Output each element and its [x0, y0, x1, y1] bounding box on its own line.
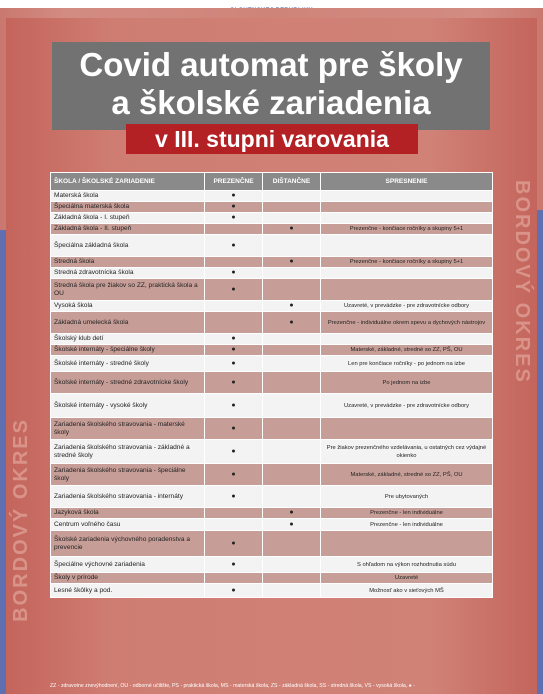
- table-row: [51, 279, 493, 301]
- row-school-cell: Základná škola - II. stupeň: [51, 224, 205, 235]
- row-note-cell: Materské, základné, stredné so ZZ, PŠ, OU: [321, 345, 493, 356]
- row-distancne-cell: [263, 372, 321, 394]
- row-prezencne-cell: ●: [205, 418, 263, 440]
- row-school-cell: Jazyková škola: [51, 508, 205, 519]
- row-school-cell: Stredná zdravotnícka škola: [51, 268, 205, 279]
- row-prezencne-cell: [205, 224, 263, 235]
- row-note-cell: [321, 202, 493, 213]
- row-school-cell: Školské internáty - stredné školy: [51, 356, 205, 372]
- header-prezencne: PREZENČNE: [205, 173, 263, 191]
- row-prezencne-cell: ●: [205, 531, 263, 557]
- row-note-cell: [321, 235, 493, 257]
- row-school-cell: Školské internáty - stredné zdravotnícke školy: [51, 372, 205, 394]
- row-school-cell: Školské internáty - špeciálne školy: [51, 345, 205, 356]
- row-note-cell: Uzavreté, v prevádzke - pre zdravotnícke odbory: [321, 301, 493, 312]
- table-row: [51, 557, 493, 573]
- header-school: ŠKOLA / ŠKOLSKÉ ZARIADENIE: [51, 173, 205, 191]
- row-note-cell: [321, 279, 493, 301]
- row-prezencne-cell: [205, 301, 263, 312]
- row-distancne-cell: [263, 334, 321, 345]
- row-distancne-cell: [263, 394, 321, 418]
- row-school-cell: Špeciálna základná škola: [51, 235, 205, 257]
- row-prezencne-cell: ●: [205, 213, 263, 224]
- row-note-cell: Možnosť ako v sieťových MŠ: [321, 584, 493, 598]
- row-note-cell: Prezenčne - len individuálne: [321, 519, 493, 531]
- row-school-cell: Materská škola: [51, 191, 205, 202]
- row-school-cell: Školské zariadenia výchovného poradenstva a prevencie: [51, 531, 205, 557]
- row-prezencne-cell: ●: [205, 268, 263, 279]
- row-note-cell: Uzavreté: [321, 573, 493, 584]
- row-note-cell: Pre žiakov prezenčného vzdelávania, u ostatných cez výdajné okienko: [321, 440, 493, 464]
- row-school-cell: Špeciálna materská škola: [51, 202, 205, 213]
- row-distancne-cell: ●: [263, 508, 321, 519]
- table-row: [51, 191, 493, 202]
- row-school-cell: Vysoká škola: [51, 301, 205, 312]
- row-distancne-cell: ●: [263, 257, 321, 268]
- row-prezencne-cell: [205, 257, 263, 268]
- row-note-cell: [321, 268, 493, 279]
- row-school-cell: Školy v prírode: [51, 573, 205, 584]
- row-prezencne-cell: ●: [205, 279, 263, 301]
- table-row: [51, 440, 493, 464]
- row-distancne-cell: [263, 531, 321, 557]
- table-row: [51, 257, 493, 268]
- row-distancne-cell: ●: [263, 224, 321, 235]
- table-row: [51, 394, 493, 418]
- row-distancne-cell: [263, 213, 321, 224]
- row-note-cell: S ohľadom na výkon rozhodnutia súdu: [321, 557, 493, 573]
- table-row: [51, 345, 493, 356]
- row-note-cell: [321, 191, 493, 202]
- table-header-row: [51, 173, 493, 191]
- table-row: [51, 202, 493, 213]
- row-prezencne-cell: ●: [205, 235, 263, 257]
- table-row: [51, 486, 493, 508]
- row-distancne-cell: [263, 464, 321, 486]
- row-note-cell: Pre ubytovaných: [321, 486, 493, 508]
- row-note-cell: [321, 418, 493, 440]
- table-row: [51, 224, 493, 235]
- row-school-cell: Lesné škôlky a pod.: [51, 584, 205, 598]
- header-spresnenie: SPRESNENIE: [321, 173, 493, 191]
- row-distancne-cell: [263, 345, 321, 356]
- table-row: [51, 464, 493, 486]
- schools-table: [50, 172, 493, 598]
- row-note-cell: Po jednom na izbe: [321, 372, 493, 394]
- row-school-cell: Základná škola - I. stupeň: [51, 213, 205, 224]
- row-distancne-cell: [263, 573, 321, 584]
- table-row: [51, 235, 493, 257]
- row-note-cell: [321, 334, 493, 345]
- row-prezencne-cell: ●: [205, 356, 263, 372]
- table-row: [51, 372, 493, 394]
- row-prezencne-cell: ●: [205, 345, 263, 356]
- row-school-cell: Zariadenia školského stravovania - internáty: [51, 486, 205, 508]
- row-school-cell: Základná umelecká škola: [51, 312, 205, 334]
- row-school-cell: Centrum voľného času: [51, 519, 205, 531]
- row-distancne-cell: [263, 268, 321, 279]
- row-school-cell: Zariadenia školského stravovania - špeciálne školy: [51, 464, 205, 486]
- row-school-cell: Školské internáty - vysoké školy: [51, 394, 205, 418]
- row-school-cell: Školský klub detí: [51, 334, 205, 345]
- row-prezencne-cell: ●: [205, 334, 263, 345]
- row-school-cell: Špeciálne výchovné zariadenia: [51, 557, 205, 573]
- table-row: [51, 268, 493, 279]
- row-school-cell: Zariadenia školského stravovania - materské školy: [51, 418, 205, 440]
- table-row: [51, 519, 493, 531]
- row-distancne-cell: [263, 418, 321, 440]
- header-distancne: DIŠTANČNE: [263, 173, 321, 191]
- legend: ZZ - zdravotne znevýhodnení, OU - odborné učilište, PŠ - praktická škola, MŠ - materská škola, ZŠ - základná škola, SŠ - stredná škola, VŠ - vysoká škola, ● -: [50, 683, 415, 689]
- side-label-left: BORDOVÝ OKRES: [10, 418, 32, 622]
- table-row: [51, 312, 493, 334]
- row-distancne-cell: [263, 279, 321, 301]
- row-school-cell: Zariadenia školského stravovania - základné a stredné školy: [51, 440, 205, 464]
- row-distancne-cell: [263, 202, 321, 213]
- table-row: [51, 573, 493, 584]
- row-note-cell: [321, 213, 493, 224]
- row-prezencne-cell: ●: [205, 191, 263, 202]
- row-distancne-cell: [263, 356, 321, 372]
- row-note-cell: Len pre končiace ročníky - po jednom na izbe: [321, 356, 493, 372]
- row-prezencne-cell: ●: [205, 440, 263, 464]
- row-prezencne-cell: ●: [205, 584, 263, 598]
- row-distancne-cell: [263, 486, 321, 508]
- row-prezencne-cell: ●: [205, 372, 263, 394]
- row-school-cell: Stredná škola: [51, 257, 205, 268]
- row-prezencne-cell: ●: [205, 486, 263, 508]
- row-note-cell: [321, 531, 493, 557]
- row-prezencne-cell: ●: [205, 464, 263, 486]
- row-distancne-cell: ●: [263, 519, 321, 531]
- table-row: [51, 356, 493, 372]
- row-prezencne-cell: ●: [205, 557, 263, 573]
- row-note-cell: Prezenčne - individuálne okrem spevu a dychových nástrojov: [321, 312, 493, 334]
- row-note-cell: Uzavreté, v prevádzke - pre zdravotnícke odbory: [321, 394, 493, 418]
- table-row: [51, 508, 493, 519]
- table-row: [51, 301, 493, 312]
- table-row: [51, 418, 493, 440]
- title-line-2: a školské zariadenia: [111, 84, 431, 121]
- page-title: [52, 46, 490, 122]
- row-distancne-cell: [263, 235, 321, 257]
- row-prezencne-cell: [205, 508, 263, 519]
- table-row: [51, 213, 493, 224]
- row-school-cell: Stredná škola pre žiakov so ZZ, praktická škola a OU: [51, 279, 205, 301]
- row-distancne-cell: ●: [263, 301, 321, 312]
- row-distancne-cell: [263, 584, 321, 598]
- row-distancne-cell: ●: [263, 312, 321, 334]
- row-prezencne-cell: [205, 312, 263, 334]
- row-distancne-cell: [263, 440, 321, 464]
- row-prezencne-cell: ●: [205, 202, 263, 213]
- row-note-cell: Materské, základné, stredné so ZZ, PŠ, OU: [321, 464, 493, 486]
- row-note-cell: Prezenčne - končiace ročníky a skupiny 5+1: [321, 257, 493, 268]
- right-edge-stripe: [537, 210, 543, 694]
- title-line-1: Covid automat pre školy: [79, 46, 463, 83]
- side-label-right: BORDOVÝ OKRES: [511, 180, 533, 384]
- page-subtitle: v III. stupni varovania: [155, 126, 389, 152]
- table-row: [51, 334, 493, 345]
- row-distancne-cell: [263, 191, 321, 202]
- row-prezencne-cell: [205, 519, 263, 531]
- top-banner: [0, 0, 543, 8]
- row-prezencne-cell: [205, 573, 263, 584]
- row-prezencne-cell: ●: [205, 394, 263, 418]
- table-row: [51, 531, 493, 557]
- row-note-cell: Prezenčne - končiace ročníky a skupiny 5+1: [321, 224, 493, 235]
- table-row: [51, 584, 493, 598]
- row-note-cell: Prezenčne - len individuálne: [321, 508, 493, 519]
- row-distancne-cell: [263, 557, 321, 573]
